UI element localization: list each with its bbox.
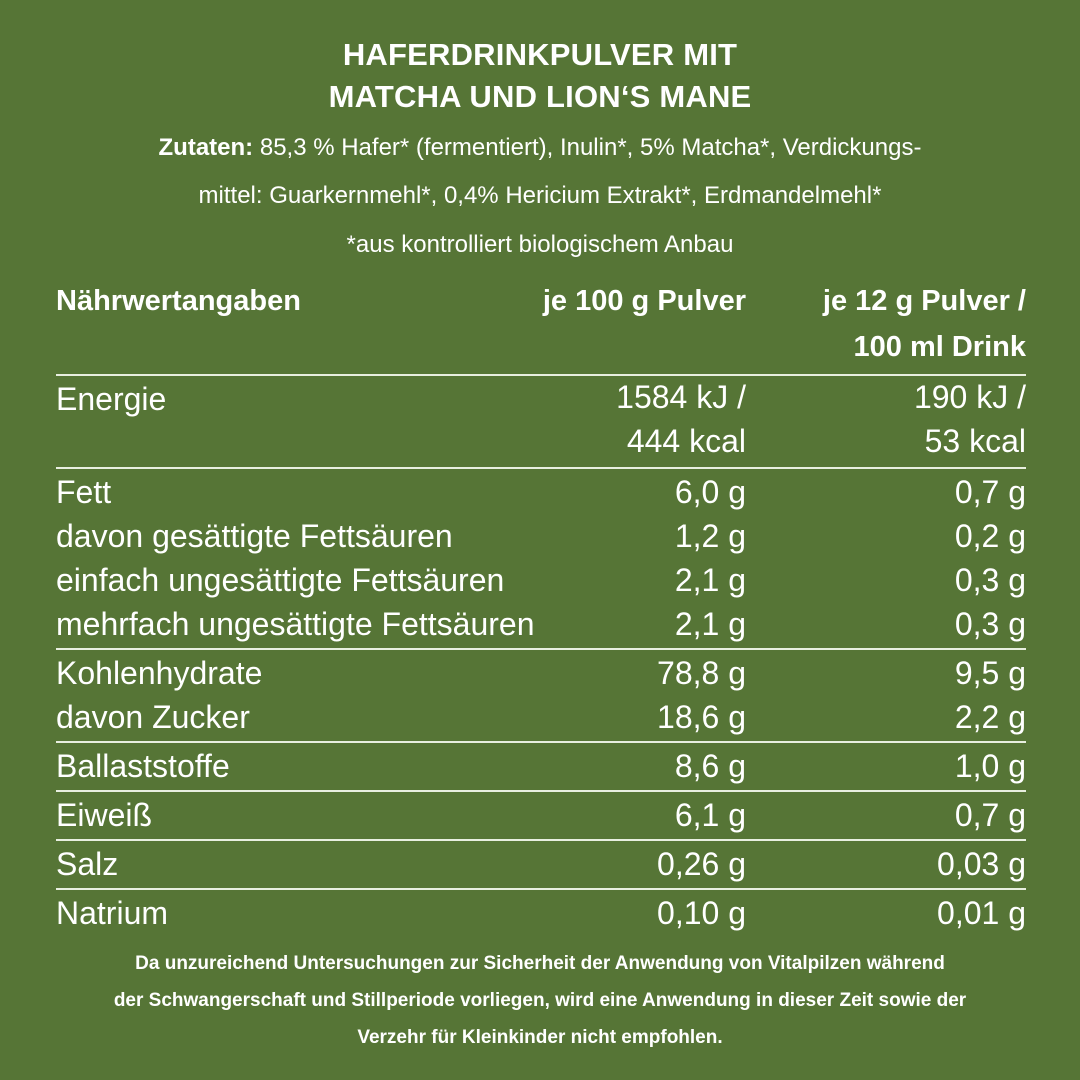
ingredients-line1 <box>40 124 1040 172</box>
ingredients-block <box>40 124 1040 220</box>
table-row <box>56 842 1026 886</box>
nutrition-header-col2-line2: 100 ml Drink <box>853 331 1026 363</box>
table-row <box>56 793 1026 837</box>
row-value-100g: 6,0 g <box>674 474 746 510</box>
warning-line2: der Schwangerschaft und Stillperiode vorliegen, wird eine Anwendung in dieser Zeit sowie der <box>113 990 967 1011</box>
row-value-100g: 78,8 g <box>657 655 746 691</box>
fiber-group <box>56 741 1026 790</box>
row-value-100g: 0,26 g <box>657 846 746 882</box>
energy-group <box>56 374 1026 467</box>
nutrition-header-col1: je 100 g Pulver <box>542 285 746 317</box>
table-row <box>56 695 1026 739</box>
row-value-12g: 0,2 g <box>954 518 1026 554</box>
organic-note: *aus kontrolliert biologischem Anbau <box>346 231 734 258</box>
row-label: davon gesättigte Fettsäuren <box>56 518 453 554</box>
table-row <box>56 651 1026 695</box>
nutrition-header <box>56 278 1026 374</box>
product-title <box>0 34 1080 118</box>
row-label: Fett <box>56 474 112 510</box>
carb-group <box>56 648 1026 741</box>
ingredients-label: Zutaten: <box>158 134 254 161</box>
energy-100g-kj: 1584 kJ / <box>616 379 746 415</box>
table-row <box>56 744 1026 788</box>
row-value-100g: 2,1 g <box>674 606 746 642</box>
row-value-12g: 0,03 g <box>937 846 1026 882</box>
row-label: Kohlenhydrate <box>56 655 263 691</box>
row-label: Ballaststoffe <box>56 748 230 784</box>
row-value-12g: 1,0 g <box>954 748 1026 784</box>
row-value-100g: 1,2 g <box>674 518 746 554</box>
protein-group <box>56 790 1026 839</box>
row-label: mehrfach ungesättigte Fettsäuren <box>56 606 535 642</box>
warning-text <box>40 945 1040 1056</box>
row-value-100g: 2,1 g <box>674 562 746 598</box>
table-row <box>56 891 1026 935</box>
row-label: einfach ungesättigte Fettsäuren <box>56 562 505 598</box>
nutrition-table <box>56 278 1026 937</box>
row-value-100g: 8,6 g <box>674 748 746 784</box>
ingredients-line2: mittel: Guarkernmehl*, 0,4% Hericium Extrakt*, Erdmandelmehl* <box>198 182 882 209</box>
row-value-12g: 2,2 g <box>954 699 1026 735</box>
warning-line3: Verzehr für Kleinkinder nicht empfohlen. <box>357 1027 723 1048</box>
row-value-12g: 0,3 g <box>954 562 1026 598</box>
row-value-12g: 0,7 g <box>954 797 1026 833</box>
row-label: Eiweiß <box>56 797 153 833</box>
nutrition-header-col2 <box>746 278 1026 370</box>
row-value-12g: 9,5 g <box>954 655 1026 691</box>
energy-value-12g <box>914 375 1026 463</box>
sodium-group <box>56 888 1026 937</box>
energy-value-100g <box>616 375 746 463</box>
row-value-12g: 0,7 g <box>954 474 1026 510</box>
table-row <box>56 558 1026 602</box>
table-row <box>56 514 1026 558</box>
row-value-100g: 6,1 g <box>674 797 746 833</box>
row-label: davon Zucker <box>56 699 250 735</box>
row-label: Natrium <box>56 895 169 931</box>
row-value-12g: 0,3 g <box>954 606 1026 642</box>
row-label: Energie <box>56 381 167 417</box>
product-title-line1: HAFERDRINKPULVER MIT <box>342 37 738 72</box>
warning-line1: Da unzureichend Untersuchungen zur Sicherheit der Anwendung von Vitalpilzen während <box>135 953 945 974</box>
energy-12g-kcal: 53 kcal <box>924 423 1026 459</box>
table-row <box>56 602 1026 646</box>
table-row <box>56 470 1026 514</box>
row-value-100g: 0,10 g <box>657 895 746 931</box>
product-title-line2: MATCHA UND LION‘S MANE <box>328 79 752 114</box>
salt-group <box>56 839 1026 888</box>
ingredients-text-1: 85,3 % Hafer* (fermentiert), Inulin*, 5% Matcha*, Verdickungs- <box>253 134 922 161</box>
energy-12g-kj: 190 kJ / <box>913 379 1026 415</box>
row-value-12g: 0,01 g <box>937 895 1026 931</box>
nutrition-header-col2-line1: je 12 g Pulver / <box>822 285 1026 317</box>
energy-100g-kcal: 444 kcal <box>626 423 746 459</box>
row-label: Salz <box>56 846 119 882</box>
nutrition-header-label: Nährwertangaben <box>56 285 301 317</box>
table-row <box>56 377 1026 421</box>
row-value-100g: 18,6 g <box>657 699 746 735</box>
fat-group <box>56 467 1026 648</box>
